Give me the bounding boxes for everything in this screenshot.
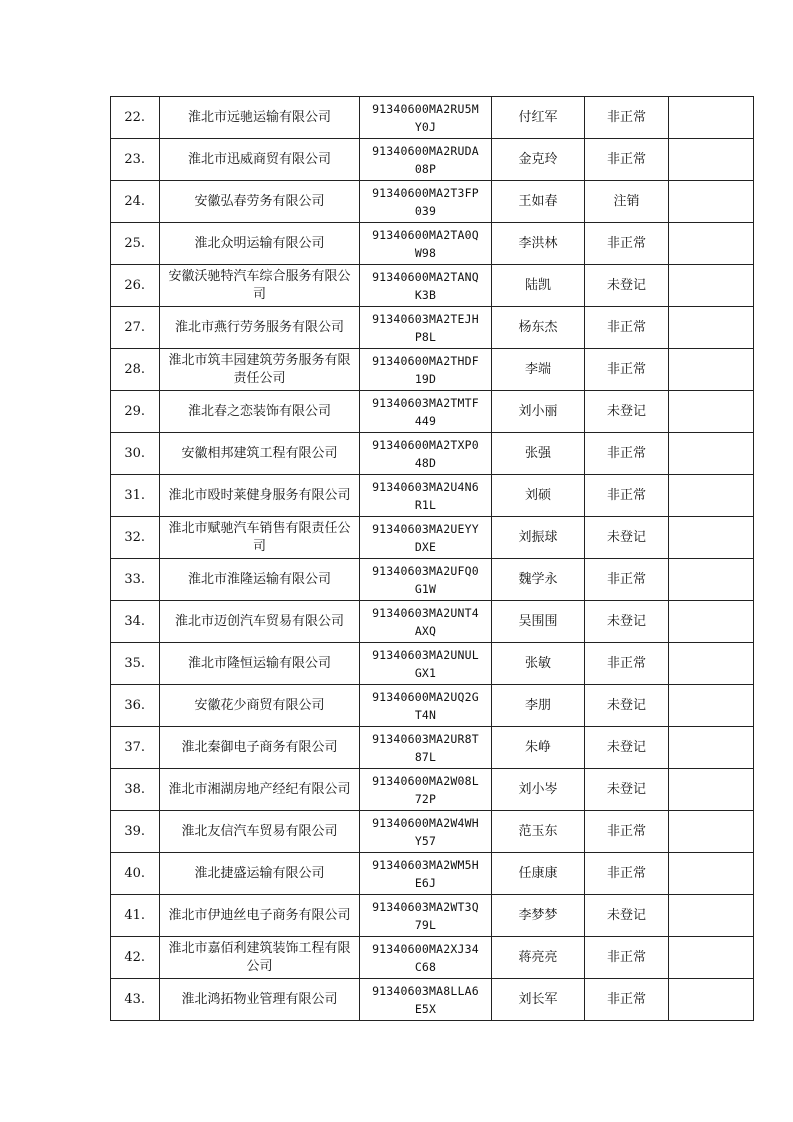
table-row xyxy=(111,265,754,307)
row-number: 34. xyxy=(111,601,160,643)
legal-representative: 张强 xyxy=(492,433,585,475)
company-status-table xyxy=(110,96,754,1021)
row-number: 22. xyxy=(111,97,160,139)
credit-code-line-2: GX1 xyxy=(414,665,437,680)
company-name: 淮北市筑丰园建筑劳务服务有限责任公司 xyxy=(160,349,360,391)
credit-code-line-2: T4N xyxy=(414,707,437,722)
credit-code xyxy=(360,391,492,433)
row-number: 42. xyxy=(111,937,160,979)
credit-code-line-2: AXQ xyxy=(414,623,437,638)
legal-representative: 朱峥 xyxy=(492,727,585,769)
credit-code-line-2: 08P xyxy=(414,161,437,176)
company-name: 淮北市湘湖房地产经纪有限公司 xyxy=(160,769,360,811)
credit-code xyxy=(360,433,492,475)
credit-code-line-2: R1L xyxy=(414,497,437,512)
credit-code xyxy=(360,769,492,811)
legal-representative: 李洪林 xyxy=(492,223,585,265)
company-name: 淮北市嘉佰利建筑装饰工程有限公司 xyxy=(160,937,360,979)
status-cell: 非正常 xyxy=(585,97,669,139)
credit-code xyxy=(360,811,492,853)
credit-code xyxy=(360,181,492,223)
credit-code-line-2: DXE xyxy=(414,539,437,554)
row-number: 26. xyxy=(111,265,160,307)
company-name: 淮北市殴时莱健身服务有限公司 xyxy=(160,475,360,517)
credit-code-line-1: 91340603MA2U4N6 xyxy=(372,479,479,494)
status-cell: 注销 xyxy=(585,181,669,223)
credit-code-line-1: 91340603MA2WT3Q xyxy=(372,899,479,914)
status-cell: 未登记 xyxy=(585,265,669,307)
table-row xyxy=(111,307,754,349)
credit-code-line-2: 72P xyxy=(414,791,437,806)
company-name: 安徽花少商贸有限公司 xyxy=(160,685,360,727)
company-name: 安徽相邦建筑工程有限公司 xyxy=(160,433,360,475)
table-body xyxy=(111,97,754,1021)
credit-code-line-1: 91340603MA2UNUL xyxy=(372,647,479,662)
table-row xyxy=(111,643,754,685)
table-row xyxy=(111,559,754,601)
company-name: 淮北市燕行劳务服务有限公司 xyxy=(160,307,360,349)
table-row xyxy=(111,139,754,181)
table-row xyxy=(111,433,754,475)
remarks-cell xyxy=(669,727,754,769)
status-cell: 非正常 xyxy=(585,307,669,349)
credit-code-line-2: Y0J xyxy=(414,119,437,134)
row-number: 25. xyxy=(111,223,160,265)
remarks-cell xyxy=(669,349,754,391)
status-cell: 未登记 xyxy=(585,895,669,937)
row-number: 30. xyxy=(111,433,160,475)
credit-code-line-1: 91340600MA2W08L xyxy=(372,773,479,788)
legal-representative: 刘硕 xyxy=(492,475,585,517)
company-name: 淮北市迈创汽车贸易有限公司 xyxy=(160,601,360,643)
status-cell: 未登记 xyxy=(585,391,669,433)
legal-representative: 金克玲 xyxy=(492,139,585,181)
company-name: 淮北捷盛运输有限公司 xyxy=(160,853,360,895)
credit-code xyxy=(360,139,492,181)
status-cell: 非正常 xyxy=(585,223,669,265)
credit-code xyxy=(360,853,492,895)
status-cell: 未登记 xyxy=(585,685,669,727)
table-row xyxy=(111,601,754,643)
status-cell: 未登记 xyxy=(585,769,669,811)
table-row xyxy=(111,391,754,433)
credit-code xyxy=(360,265,492,307)
company-name: 淮北市赋驰汽车销售有限责任公司 xyxy=(160,517,360,559)
legal-representative: 吴围围 xyxy=(492,601,585,643)
remarks-cell xyxy=(669,937,754,979)
row-number: 36. xyxy=(111,685,160,727)
status-cell: 未登记 xyxy=(585,517,669,559)
remarks-cell xyxy=(669,643,754,685)
legal-representative: 杨东杰 xyxy=(492,307,585,349)
company-name: 淮北市远驰运输有限公司 xyxy=(160,97,360,139)
remarks-cell xyxy=(669,139,754,181)
credit-code-line-1: 91340600MA2XJ34 xyxy=(372,941,479,956)
credit-code-line-2: 87L xyxy=(414,749,437,764)
row-number: 37. xyxy=(111,727,160,769)
company-name: 淮北市伊迪丝电子商务有限公司 xyxy=(160,895,360,937)
status-cell: 未登记 xyxy=(585,727,669,769)
company-name: 淮北市迅威商贸有限公司 xyxy=(160,139,360,181)
remarks-cell xyxy=(669,391,754,433)
table-row xyxy=(111,979,754,1021)
company-name: 安徽沃驰特汽车综合服务有限公司 xyxy=(160,265,360,307)
remarks-cell xyxy=(669,559,754,601)
credit-code-line-1: 91340600MA2TANQ xyxy=(372,269,479,284)
remarks-cell xyxy=(669,979,754,1021)
company-name: 淮北秦御电子商务有限公司 xyxy=(160,727,360,769)
credit-code-line-1: 91340600MA2RU5M xyxy=(372,101,479,116)
legal-representative: 李梦梦 xyxy=(492,895,585,937)
remarks-cell xyxy=(669,853,754,895)
row-number: 32. xyxy=(111,517,160,559)
status-cell: 非正常 xyxy=(585,139,669,181)
legal-representative: 张敏 xyxy=(492,643,585,685)
table-row xyxy=(111,895,754,937)
credit-code-line-2: G1W xyxy=(414,581,437,596)
row-number: 43. xyxy=(111,979,160,1021)
status-cell: 非正常 xyxy=(585,433,669,475)
status-cell: 非正常 xyxy=(585,811,669,853)
row-number: 41. xyxy=(111,895,160,937)
row-number: 27. xyxy=(111,307,160,349)
row-number: 33. xyxy=(111,559,160,601)
table-row xyxy=(111,517,754,559)
legal-representative: 蒋亮亮 xyxy=(492,937,585,979)
remarks-cell xyxy=(669,601,754,643)
credit-code xyxy=(360,517,492,559)
credit-code xyxy=(360,937,492,979)
credit-code xyxy=(360,979,492,1021)
table-row xyxy=(111,937,754,979)
credit-code xyxy=(360,559,492,601)
credit-code-line-1: 91340603MA2UNT4 xyxy=(372,605,479,620)
company-name: 淮北市隆恒运输有限公司 xyxy=(160,643,360,685)
table-row xyxy=(111,685,754,727)
credit-code-line-2: Y57 xyxy=(414,833,437,848)
remarks-cell xyxy=(669,265,754,307)
credit-code-line-2: E6J xyxy=(414,875,437,890)
legal-representative: 范玉东 xyxy=(492,811,585,853)
company-name: 淮北众明运输有限公司 xyxy=(160,223,360,265)
credit-code-line-2: E5X xyxy=(414,1001,437,1016)
credit-code xyxy=(360,727,492,769)
row-number: 39. xyxy=(111,811,160,853)
table-row xyxy=(111,475,754,517)
credit-code-line-2: K3B xyxy=(414,287,437,302)
company-name: 淮北春之恋装饰有限公司 xyxy=(160,391,360,433)
credit-code-line-1: 91340603MA2UFQ0 xyxy=(372,563,479,578)
credit-code-line-2: C68 xyxy=(414,959,437,974)
legal-representative: 王如春 xyxy=(492,181,585,223)
company-name: 安徽弘春劳务有限公司 xyxy=(160,181,360,223)
credit-code xyxy=(360,685,492,727)
credit-code xyxy=(360,307,492,349)
remarks-cell xyxy=(669,433,754,475)
credit-code-line-1: 91340600MA2THDF xyxy=(372,353,479,368)
status-cell: 非正常 xyxy=(585,643,669,685)
credit-code-line-1: 91340600MA2T3FP xyxy=(372,185,479,200)
table-row xyxy=(111,811,754,853)
credit-code-line-1: 91340603MA2UEYY xyxy=(372,521,479,536)
remarks-cell xyxy=(669,181,754,223)
credit-code-line-2: W98 xyxy=(414,245,437,260)
credit-code xyxy=(360,349,492,391)
remarks-cell xyxy=(669,475,754,517)
credit-code-line-2: 79L xyxy=(414,917,437,932)
company-name: 淮北鸿拓物业管理有限公司 xyxy=(160,979,360,1021)
legal-representative: 刘振球 xyxy=(492,517,585,559)
credit-code-line-1: 91340603MA2UR8T xyxy=(372,731,479,746)
credit-code-line-1: 91340603MA2TEJH xyxy=(372,311,479,326)
credit-code xyxy=(360,97,492,139)
company-name: 淮北友信汽车贸易有限公司 xyxy=(160,811,360,853)
credit-code-line-2: 19D xyxy=(414,371,437,386)
legal-representative: 任康康 xyxy=(492,853,585,895)
status-cell: 非正常 xyxy=(585,979,669,1021)
credit-code-line-1: 91340600MA2RUDA xyxy=(372,143,479,158)
credit-code xyxy=(360,223,492,265)
legal-representative: 陆凯 xyxy=(492,265,585,307)
status-cell: 非正常 xyxy=(585,349,669,391)
credit-code-line-1: 91340603MA2WM5H xyxy=(372,857,479,872)
credit-code-line-2: 48D xyxy=(414,455,437,470)
remarks-cell xyxy=(669,97,754,139)
legal-representative: 刘长军 xyxy=(492,979,585,1021)
remarks-cell xyxy=(669,811,754,853)
row-number: 35. xyxy=(111,643,160,685)
row-number: 38. xyxy=(111,769,160,811)
legal-representative: 李朋 xyxy=(492,685,585,727)
status-cell: 非正常 xyxy=(585,475,669,517)
remarks-cell xyxy=(669,895,754,937)
table-row xyxy=(111,223,754,265)
remarks-cell xyxy=(669,517,754,559)
row-number: 28. xyxy=(111,349,160,391)
credit-code-line-1: 91340600MA2TA0Q xyxy=(372,227,479,242)
table-row xyxy=(111,97,754,139)
credit-code xyxy=(360,895,492,937)
status-cell: 未登记 xyxy=(585,601,669,643)
document-page xyxy=(110,96,753,1021)
credit-code xyxy=(360,643,492,685)
remarks-cell xyxy=(669,307,754,349)
table-row xyxy=(111,853,754,895)
credit-code-line-1: 91340603MA2TMTF xyxy=(372,395,479,410)
remarks-cell xyxy=(669,769,754,811)
legal-representative: 魏学永 xyxy=(492,559,585,601)
credit-code-line-1: 91340603MA8LLA6 xyxy=(372,983,479,998)
credit-code-line-1: 91340600MA2UQ2G xyxy=(372,689,479,704)
status-cell: 非正常 xyxy=(585,559,669,601)
row-number: 23. xyxy=(111,139,160,181)
legal-representative: 付红军 xyxy=(492,97,585,139)
table-row xyxy=(111,181,754,223)
credit-code-line-1: 91340600MA2W4WH xyxy=(372,815,479,830)
remarks-cell xyxy=(669,685,754,727)
status-cell: 非正常 xyxy=(585,937,669,979)
credit-code xyxy=(360,475,492,517)
legal-representative: 刘小岑 xyxy=(492,769,585,811)
status-cell: 非正常 xyxy=(585,853,669,895)
table-row xyxy=(111,349,754,391)
credit-code-line-1: 91340600MA2TXP0 xyxy=(372,437,479,452)
row-number: 40. xyxy=(111,853,160,895)
company-name: 淮北市淮隆运输有限公司 xyxy=(160,559,360,601)
row-number: 31. xyxy=(111,475,160,517)
legal-representative: 刘小丽 xyxy=(492,391,585,433)
row-number: 29. xyxy=(111,391,160,433)
credit-code xyxy=(360,601,492,643)
legal-representative: 李端 xyxy=(492,349,585,391)
credit-code-line-2: P8L xyxy=(414,329,437,344)
credit-code-line-2: 039 xyxy=(414,203,437,218)
table-row xyxy=(111,727,754,769)
credit-code-line-2: 449 xyxy=(414,413,437,428)
remarks-cell xyxy=(669,223,754,265)
table-row xyxy=(111,769,754,811)
row-number: 24. xyxy=(111,181,160,223)
